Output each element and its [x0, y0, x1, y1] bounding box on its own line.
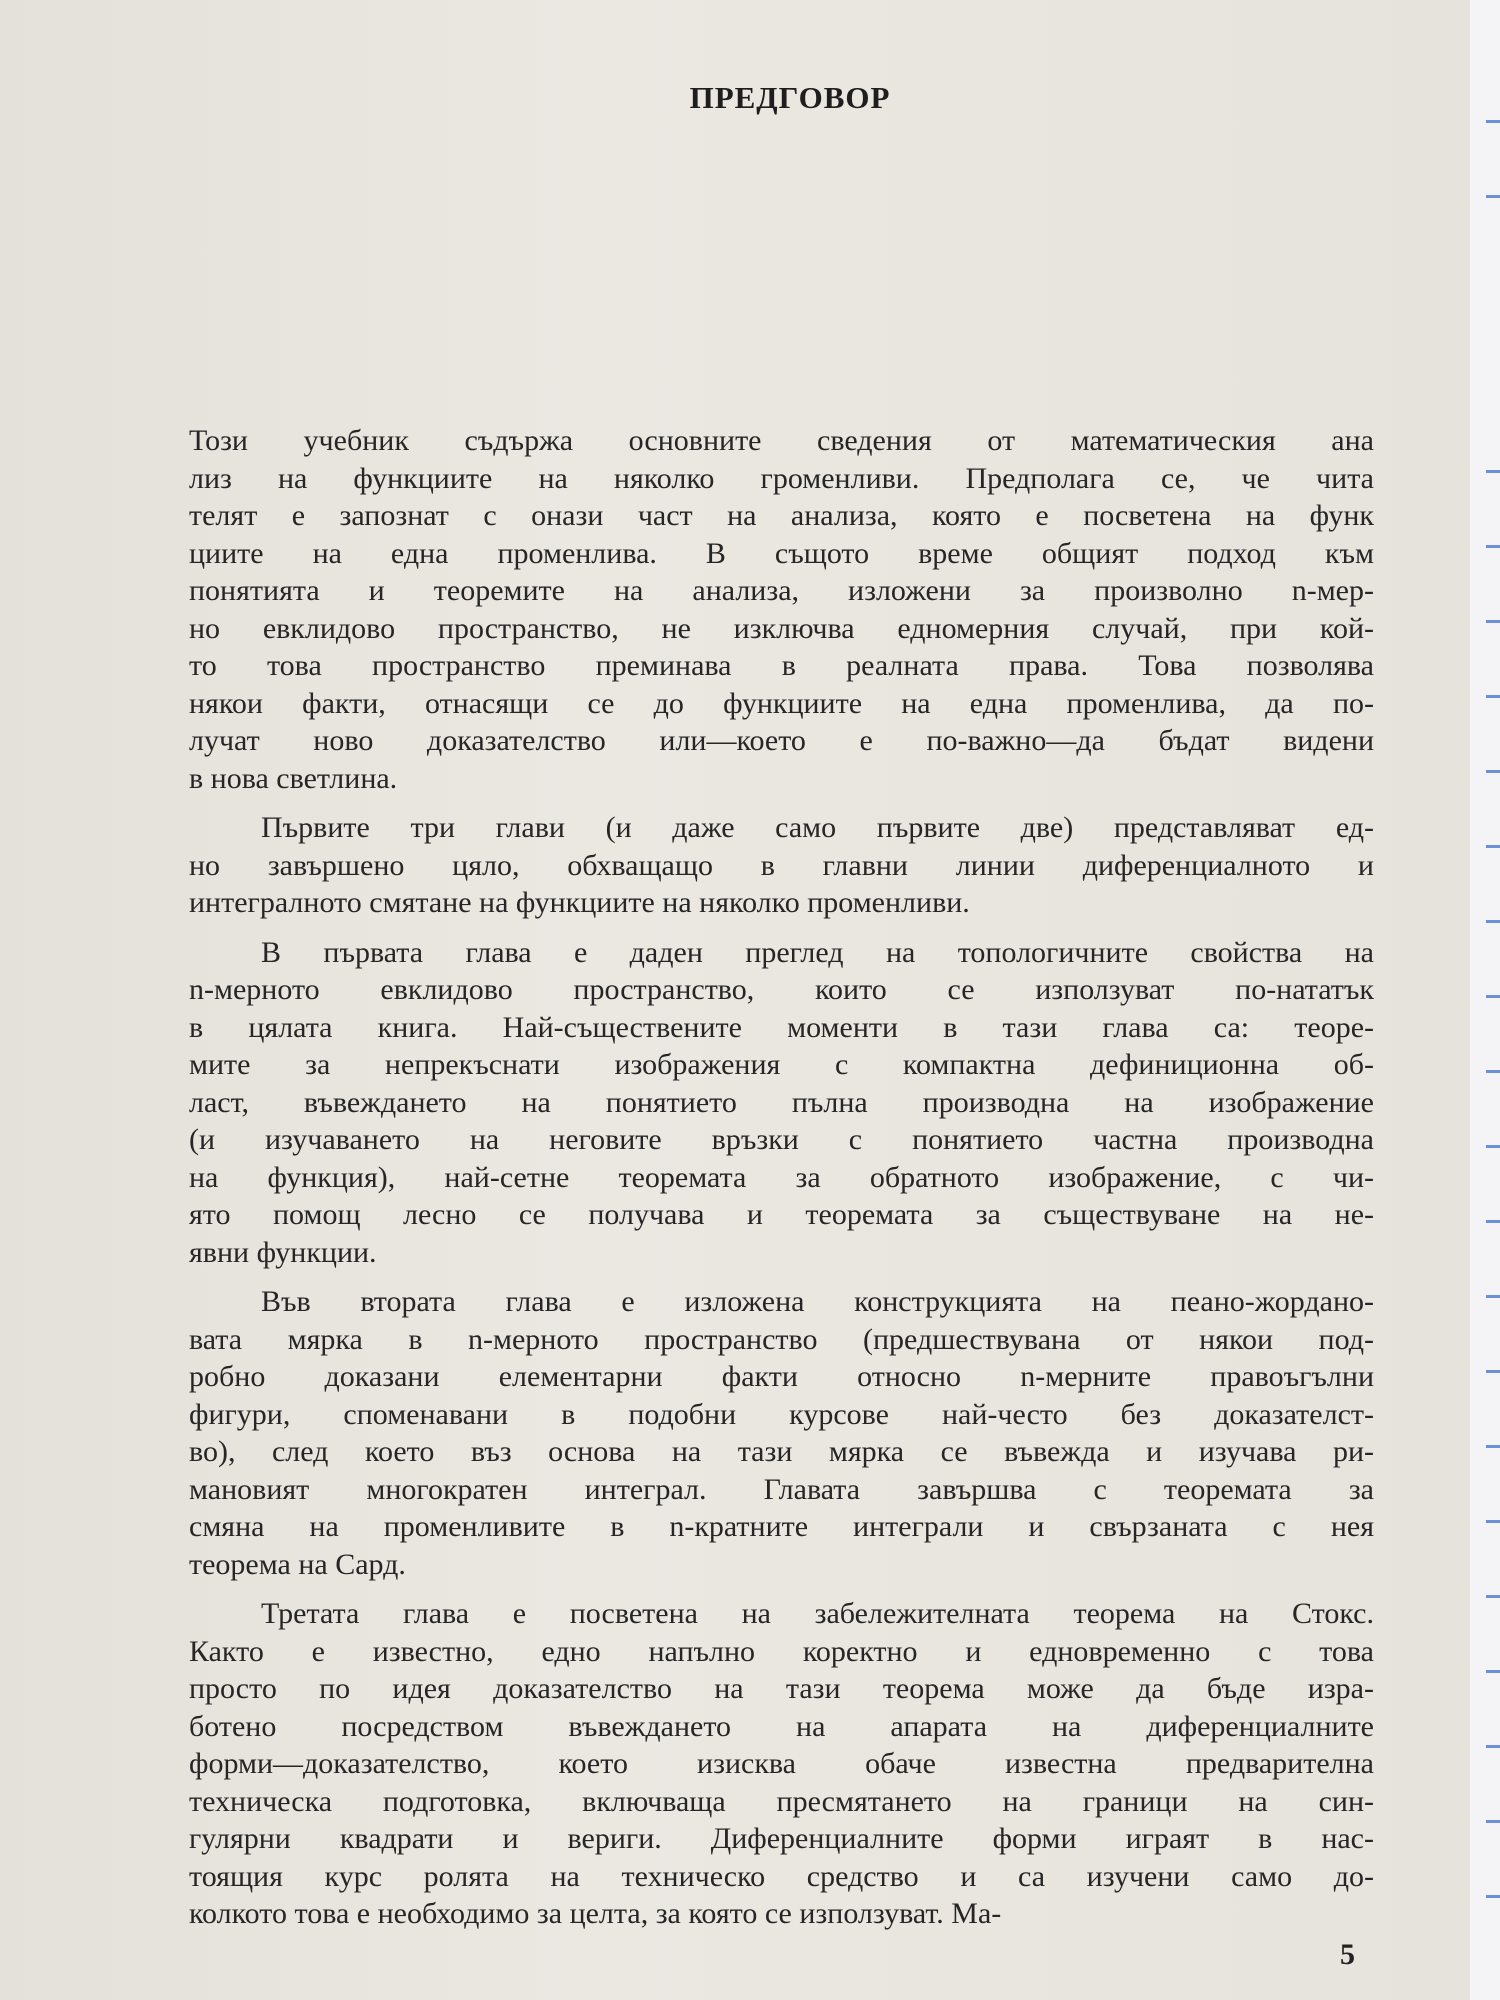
paragraph [189, 422, 1374, 797]
text-line: (и изучаването на неговите връзки с понятието частна производна [189, 1123, 1374, 1156]
text-line: n-мерното евклидово пространство, които се използуват по-нататък [189, 973, 1374, 1006]
page-title: ПРЕДГОВОР [689, 80, 891, 115]
text-line: Първите три глави (и даже само първите две) представляват ед- [261, 811, 1374, 844]
text-line: някои факти, отнасящи се до функциите на една променлива, да по- [189, 686, 1374, 720]
ruled-line-mark [1486, 1295, 1500, 1298]
text-line: во), след което въз основа на тази мярка се въвежда и изучава ри- [189, 1435, 1374, 1468]
ruled-line-mark [1486, 1595, 1500, 1598]
ruled-line-mark [1486, 920, 1500, 923]
body-text [189, 422, 1374, 1933]
ruled-line-mark [1486, 1895, 1500, 1898]
text-line: циите на една променлива. В същото време общият подход към [189, 536, 1374, 570]
ruled-line-mark [1486, 1145, 1500, 1148]
text-line: явни функции. [189, 1235, 377, 1269]
ruled-line-mark [1486, 195, 1500, 198]
ruled-line-mark [1486, 1820, 1500, 1823]
text-line: техническа подготовка, включваща пресмятането на граници на син- [189, 1784, 1374, 1818]
ruled-line-mark [1486, 995, 1500, 998]
ruled-line-mark [1486, 545, 1500, 548]
text-line: но евклидово пространство, не изключва едномерния случай, при кой- [189, 611, 1374, 645]
text-line: на функция), най-сетне теоремата за обратното изображение, с чи- [189, 1160, 1374, 1194]
ruled-line-mark [1486, 1520, 1500, 1523]
text-line: вата мярка в n-мерното пространство (предшествувана от някои под- [189, 1322, 1374, 1356]
text-line: теорема на Сард. [189, 1547, 406, 1581]
text-line: в цялата книга. Най-съществените моменти в тази глава са: теоре- [189, 1010, 1374, 1044]
text-line: мановият многократен интеграл. Главата завършва с теоремата за [189, 1472, 1374, 1506]
text-line: в нова светлина. [189, 761, 398, 795]
text-line: телят е запознат с онази част на анализа, която е посветена на функ [189, 499, 1374, 532]
text-line: В първата глава е даден преглед на топологичните свойства на [261, 935, 1374, 969]
paragraph [189, 934, 1374, 1272]
ruled-line-mark [1486, 1445, 1500, 1448]
paragraph [189, 1283, 1374, 1583]
text-line: ботено посредством въвеждането на апарата на диференциалните [189, 1709, 1374, 1743]
text-line: робно доказани елементарни факти относно n-мерните правоъгълни [189, 1360, 1374, 1393]
paragraph [189, 809, 1374, 922]
text-line: ято помощ лесно се получава и теоремата за съществуване на не- [189, 1198, 1374, 1231]
text-line: понятията и теоремите на анализа, изложени за произволно n-мер- [189, 574, 1374, 607]
text-line: но завършено цяло, обхващащо в главни линии диференциалното и [189, 848, 1374, 882]
text-line: просто по идея доказателство на тази теорема може да бъде изра- [189, 1672, 1374, 1705]
text-line: Както е известно, едно напълно коректно и едновременно с това [189, 1634, 1374, 1668]
ruled-line-mark [1486, 620, 1500, 623]
paragraph [189, 1595, 1374, 1933]
next-page-edge [1470, 0, 1500, 2000]
text-line: гулярни квадрати и вериги. Диференциалните форми играят в нас- [189, 1822, 1374, 1855]
page-number: 5 [1340, 1938, 1355, 1971]
text-line: ласт, въвеждането на понятието пълна производна на изображение [189, 1085, 1374, 1119]
ruled-line-mark [1486, 1220, 1500, 1223]
text-line: интегралното смятане на функциите на няколко променливи. [189, 886, 970, 919]
text-line: Този учебник съдържа основните сведения от математическия ана [189, 424, 1374, 457]
ruled-line-mark [1486, 845, 1500, 848]
text-line: Във втората глава е изложена конструкцията на пеано-жордано- [261, 1285, 1374, 1318]
text-line: колкото това е необходимо за целта, за която се използуват. Ма- [189, 1897, 1002, 1930]
ruled-line-mark [1486, 1370, 1500, 1373]
text-line: фигури, споменавани в подобни курсове най-често без доказателст- [189, 1397, 1374, 1431]
text-line: лиз на функциите на няколко громенливи. Предполага се, че чита [189, 461, 1374, 495]
text-line: тоящия курс ролята на техническо средство и са изучени само до- [189, 1859, 1374, 1893]
text-line: смяна на променливите в n-кратните интеграли и свързаната с нея [189, 1510, 1374, 1543]
ruled-line-mark [1486, 695, 1500, 698]
text-line: форми—доказателство, което изисква обаче известна предварителна [189, 1747, 1374, 1780]
text-line: лучат ново доказателство или—което е по-важно—да бъдат видени [189, 724, 1374, 757]
ruled-line-mark [1486, 1670, 1500, 1673]
ruled-line-mark [1486, 470, 1500, 473]
text-line: то това пространство преминава в реалната права. Това позволява [189, 649, 1374, 682]
text-line: Третата глава е посветена на забележителната теорема на Стокс. [261, 1597, 1374, 1630]
ruled-line-mark [1486, 1745, 1500, 1748]
text-line: мите за непрекъснати изображения с компактна дефиниционна об- [189, 1048, 1374, 1081]
ruled-line-mark [1486, 120, 1500, 123]
ruled-line-mark [1486, 770, 1500, 773]
ruled-line-mark [1486, 1070, 1500, 1073]
